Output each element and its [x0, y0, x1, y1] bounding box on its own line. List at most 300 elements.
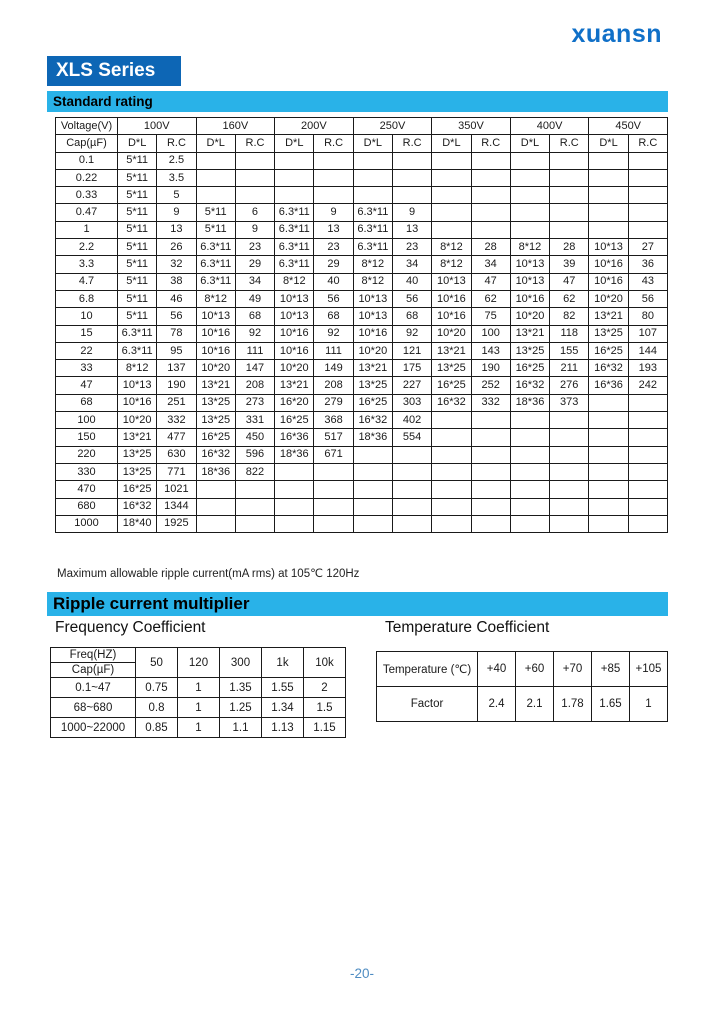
- dl-value-cell: 16*32: [432, 394, 471, 411]
- dl-value-cell: [510, 481, 549, 498]
- rc-value-cell: [550, 152, 589, 169]
- dl-value-cell: [589, 412, 628, 429]
- dl-value-cell: 6.3*11: [196, 239, 235, 256]
- rc-value-cell: 9: [392, 204, 431, 221]
- factor-value-cell: 1: [630, 687, 668, 722]
- dl-value-cell: [589, 446, 628, 463]
- cap-value-cell: 22: [56, 342, 118, 359]
- rc-header-cell: R.C: [471, 135, 510, 152]
- rc-value-cell: 23: [392, 239, 431, 256]
- standard-rating-row: [56, 463, 668, 480]
- freq-coefficient-cell: 1: [178, 718, 220, 738]
- dl-value-cell: [196, 152, 235, 169]
- dl-value-cell: [353, 498, 392, 515]
- dl-value-cell: [275, 498, 314, 515]
- cap-value-cell: 0.1: [56, 152, 118, 169]
- rc-value-cell: 62: [471, 290, 510, 307]
- cap-header-cell: Cap(µF): [56, 135, 118, 152]
- dl-value-cell: 10*13: [353, 290, 392, 307]
- freq-coefficient-cell: 1.55: [262, 678, 304, 698]
- rc-value-cell: [235, 187, 274, 204]
- dl-header-cell: D*L: [118, 135, 157, 152]
- rc-value-cell: [471, 152, 510, 169]
- dl-value-cell: [432, 187, 471, 204]
- dl-value-cell: 16*32: [353, 412, 392, 429]
- freq-hz-header-cell: Freq(HZ): [51, 648, 136, 663]
- dl-value-cell: 10*13: [432, 273, 471, 290]
- freq-coefficient-cell: 2: [304, 678, 346, 698]
- dl-value-cell: 13*21: [196, 377, 235, 394]
- rc-header-cell: R.C: [157, 135, 196, 152]
- dl-value-cell: 16*32: [589, 360, 628, 377]
- standard-rating-table: [55, 117, 668, 533]
- dl-value-cell: 16*32: [118, 498, 157, 515]
- dl-value-cell: [196, 169, 235, 186]
- cap-value-cell: 220: [56, 446, 118, 463]
- dl-value-cell: [589, 463, 628, 480]
- dl-value-cell: 6.3*11: [275, 204, 314, 221]
- rc-value-cell: [628, 221, 667, 238]
- dl-value-cell: [589, 515, 628, 532]
- cap-value-cell: 0.22: [56, 169, 118, 186]
- rc-value-cell: [628, 463, 667, 480]
- rc-value-cell: 56: [314, 290, 353, 307]
- freq-col-header-cell: 10k: [304, 648, 346, 678]
- rc-value-cell: 303: [392, 394, 431, 411]
- rc-value-cell: [628, 187, 667, 204]
- freq-coefficient-cell: 1.25: [220, 698, 262, 718]
- rc-value-cell: 822: [235, 463, 274, 480]
- rc-header-cell: R.C: [235, 135, 274, 152]
- dl-value-cell: [196, 187, 235, 204]
- dl-value-cell: 6.3*11: [118, 342, 157, 359]
- standard-rating-row: [56, 429, 668, 446]
- section-header-ripple-multiplier: Ripple current multiplier: [47, 592, 668, 616]
- rc-value-cell: 121: [392, 342, 431, 359]
- rc-value-cell: [392, 498, 431, 515]
- dl-value-cell: 5*11: [118, 204, 157, 221]
- factor-row: [377, 687, 668, 722]
- dl-value-cell: 8*12: [353, 256, 392, 273]
- cap-value-cell: 4.7: [56, 273, 118, 290]
- rc-value-cell: [235, 169, 274, 186]
- dl-value-cell: [432, 498, 471, 515]
- dl-value-cell: 13*25: [432, 360, 471, 377]
- freq-col-header-cell: 1k: [262, 648, 304, 678]
- voltage-cell: 400V: [510, 118, 589, 135]
- dl-value-cell: 16*32: [510, 377, 549, 394]
- rc-value-cell: 9: [157, 204, 196, 221]
- cap-value-cell: 100: [56, 412, 118, 429]
- freq-coefficient-cell: 1.1: [220, 718, 262, 738]
- rc-header-cell: R.C: [628, 135, 667, 152]
- standard-rating-row: [56, 290, 668, 307]
- rc-value-cell: [628, 446, 667, 463]
- rc-value-cell: 34: [392, 256, 431, 273]
- rc-value-cell: 402: [392, 412, 431, 429]
- rc-value-cell: 373: [550, 394, 589, 411]
- temperature-value-cell: +105: [630, 652, 668, 687]
- rc-value-cell: [628, 515, 667, 532]
- dl-value-cell: 8*12: [353, 273, 392, 290]
- cap-value-cell: 1000: [56, 515, 118, 532]
- dl-value-cell: [510, 187, 549, 204]
- standard-rating-row: [56, 377, 668, 394]
- rc-value-cell: 75: [471, 308, 510, 325]
- rc-value-cell: [471, 221, 510, 238]
- standard-rating-row: [56, 273, 668, 290]
- rc-value-cell: 1925: [157, 515, 196, 532]
- rc-value-cell: 332: [157, 412, 196, 429]
- rc-value-cell: 227: [392, 377, 431, 394]
- dl-value-cell: [510, 515, 549, 532]
- rc-value-cell: [471, 412, 510, 429]
- dl-header-cell: D*L: [353, 135, 392, 152]
- dl-value-cell: 5*11: [118, 308, 157, 325]
- dl-value-cell: [432, 412, 471, 429]
- dl-value-cell: [589, 152, 628, 169]
- freq-coefficient-cell: 1.5: [304, 698, 346, 718]
- rc-value-cell: [392, 481, 431, 498]
- standard-rating-row: [56, 187, 668, 204]
- dl-value-cell: [589, 394, 628, 411]
- standard-rating-row: [56, 394, 668, 411]
- rc-value-cell: [471, 498, 510, 515]
- rc-value-cell: [550, 463, 589, 480]
- rc-value-cell: [550, 204, 589, 221]
- dl-value-cell: 10*16: [196, 342, 235, 359]
- dl-value-cell: 8*12: [275, 273, 314, 290]
- dl-value-cell: 5*11: [118, 187, 157, 204]
- dl-value-cell: 16*36: [275, 429, 314, 446]
- cap-value-cell: 1: [56, 221, 118, 238]
- rc-value-cell: 36: [628, 256, 667, 273]
- rc-value-cell: 137: [157, 360, 196, 377]
- rc-value-cell: [314, 498, 353, 515]
- ripple-current-note: Maximum allowable ripple current(mA rms) at 105℃ 120Hz: [57, 568, 360, 580]
- rc-value-cell: [392, 463, 431, 480]
- freq-coefficient-row: [51, 718, 346, 738]
- rc-value-cell: 39: [550, 256, 589, 273]
- temperature-value-cell: +40: [478, 652, 516, 687]
- dl-value-cell: 18*36: [510, 394, 549, 411]
- voltage-cell: 450V: [589, 118, 668, 135]
- dl-value-cell: [275, 152, 314, 169]
- rc-value-cell: [471, 187, 510, 204]
- dl-value-cell: 10*16: [589, 273, 628, 290]
- dl-value-cell: [589, 204, 628, 221]
- rc-value-cell: 78: [157, 325, 196, 342]
- dl-value-cell: [589, 481, 628, 498]
- freq-coefficient-cell: 1.13: [262, 718, 304, 738]
- rc-value-cell: 211: [550, 360, 589, 377]
- rc-value-cell: [628, 394, 667, 411]
- rc-value-cell: 1344: [157, 498, 196, 515]
- freq-col-header-cell: 300: [220, 648, 262, 678]
- freq-coefficient-cell: 1: [178, 678, 220, 698]
- dl-value-cell: 18*40: [118, 515, 157, 532]
- rc-value-cell: 95: [157, 342, 196, 359]
- dl-value-cell: 8*12: [118, 360, 157, 377]
- rc-value-cell: [471, 429, 510, 446]
- cap-value-cell: 10: [56, 308, 118, 325]
- dl-value-cell: 10*13: [275, 308, 314, 325]
- voltage-cell: 250V: [353, 118, 432, 135]
- rc-value-cell: 29: [235, 256, 274, 273]
- dl-value-cell: 10*16: [432, 308, 471, 325]
- rc-value-cell: 630: [157, 446, 196, 463]
- rc-value-cell: [550, 446, 589, 463]
- rc-header-cell: R.C: [392, 135, 431, 152]
- rc-value-cell: 596: [235, 446, 274, 463]
- dl-value-cell: 5*11: [118, 239, 157, 256]
- dl-value-cell: [275, 187, 314, 204]
- cap-value-cell: 150: [56, 429, 118, 446]
- dl-value-cell: 10*16: [432, 290, 471, 307]
- dl-value-cell: 10*13: [353, 308, 392, 325]
- dl-value-cell: 5*11: [118, 273, 157, 290]
- freq-coefficient-cell: 0.8: [136, 698, 178, 718]
- rc-value-cell: [392, 169, 431, 186]
- dl-value-cell: [510, 498, 549, 515]
- rc-value-cell: 40: [392, 273, 431, 290]
- rc-value-cell: [314, 169, 353, 186]
- dl-value-cell: 6.3*11: [196, 273, 235, 290]
- cap-value-cell: 0.47: [56, 204, 118, 221]
- voltage-header-cell: Voltage(V): [56, 118, 118, 135]
- temperature-value-cell: +85: [592, 652, 630, 687]
- rc-value-cell: [471, 463, 510, 480]
- rc-value-cell: 107: [628, 325, 667, 342]
- dl-value-cell: 16*36: [589, 377, 628, 394]
- dl-header-cell: D*L: [510, 135, 549, 152]
- dl-value-cell: 10*16: [275, 342, 314, 359]
- freq-coefficient-row: [51, 678, 346, 698]
- standard-rating-row: [56, 239, 668, 256]
- dl-value-cell: [510, 412, 549, 429]
- freq-col-header-cell: 50: [136, 648, 178, 678]
- dl-value-cell: 5*11: [196, 221, 235, 238]
- voltage-header-row: [56, 118, 668, 135]
- rc-value-cell: 38: [157, 273, 196, 290]
- dl-value-cell: 16*25: [432, 377, 471, 394]
- dl-value-cell: 10*16: [589, 256, 628, 273]
- cap-range-cell: 0.1~47: [51, 678, 136, 698]
- rc-value-cell: [628, 498, 667, 515]
- dl-value-cell: [196, 481, 235, 498]
- dl-value-cell: 13*21: [353, 360, 392, 377]
- dl-value-cell: 6.3*11: [353, 204, 392, 221]
- dl-value-cell: 6.3*11: [353, 221, 392, 238]
- dl-value-cell: 16*25: [196, 429, 235, 446]
- dl-value-cell: 13*25: [510, 342, 549, 359]
- cap-value-cell: 3.3: [56, 256, 118, 273]
- dl-value-cell: 8*12: [432, 256, 471, 273]
- dl-value-cell: [353, 481, 392, 498]
- rc-value-cell: 276: [550, 377, 589, 394]
- rc-value-cell: 331: [235, 412, 274, 429]
- dl-value-cell: 16*25: [353, 394, 392, 411]
- freq-coefficient-row: [51, 698, 346, 718]
- rc-value-cell: 208: [235, 377, 274, 394]
- dl-value-cell: [432, 446, 471, 463]
- dl-value-cell: [432, 169, 471, 186]
- temperature-coefficient-title: Temperature Coefficient: [385, 619, 550, 636]
- standard-rating-row: [56, 515, 668, 532]
- dl-value-cell: 8*12: [432, 239, 471, 256]
- dl-value-cell: [275, 515, 314, 532]
- rc-value-cell: 29: [314, 256, 353, 273]
- dl-value-cell: 6.3*11: [196, 256, 235, 273]
- rc-value-cell: [550, 221, 589, 238]
- rc-value-cell: [314, 463, 353, 480]
- freq-coefficient-cell: 0.75: [136, 678, 178, 698]
- standard-rating-row: [56, 204, 668, 221]
- series-title: XLS Series: [47, 56, 181, 86]
- dl-value-cell: 10*20: [589, 290, 628, 307]
- rc-value-cell: [628, 152, 667, 169]
- rc-value-cell: 155: [550, 342, 589, 359]
- rc-value-cell: 554: [392, 429, 431, 446]
- dl-value-cell: [510, 446, 549, 463]
- dl-value-cell: 5*11: [118, 152, 157, 169]
- rc-value-cell: [550, 187, 589, 204]
- dl-value-cell: 10*16: [196, 325, 235, 342]
- rc-value-cell: 43: [628, 273, 667, 290]
- rc-value-cell: [235, 481, 274, 498]
- voltage-cell: 100V: [118, 118, 197, 135]
- voltage-cell: 200V: [275, 118, 354, 135]
- dl-value-cell: [589, 221, 628, 238]
- dl-value-cell: [432, 515, 471, 532]
- dl-value-cell: 16*25: [510, 360, 549, 377]
- rc-value-cell: [235, 515, 274, 532]
- standard-rating-row: [56, 256, 668, 273]
- rc-value-cell: 23: [314, 239, 353, 256]
- dl-value-cell: [275, 481, 314, 498]
- dl-value-cell: 10*16: [353, 325, 392, 342]
- rc-value-cell: 111: [235, 342, 274, 359]
- dl-header-cell: D*L: [275, 135, 314, 152]
- dl-value-cell: 10*20: [196, 360, 235, 377]
- dl-value-cell: [196, 515, 235, 532]
- rc-value-cell: 252: [471, 377, 510, 394]
- rc-value-cell: 9: [235, 221, 274, 238]
- rc-value-cell: 193: [628, 360, 667, 377]
- dl-value-cell: 16*25: [589, 342, 628, 359]
- freq-coefficient-cell: 1.35: [220, 678, 262, 698]
- factor-value-cell: 1.78: [554, 687, 592, 722]
- rc-value-cell: 56: [392, 290, 431, 307]
- freq-coefficient-cell: 1.34: [262, 698, 304, 718]
- rc-value-cell: 3.5: [157, 169, 196, 186]
- frequency-coefficient-title: Frequency Coefficient: [55, 619, 206, 636]
- dl-value-cell: [196, 498, 235, 515]
- rc-value-cell: 517: [314, 429, 353, 446]
- dl-value-cell: 10*20: [275, 360, 314, 377]
- rc-value-cell: 143: [471, 342, 510, 359]
- dl-value-cell: [353, 187, 392, 204]
- dl-value-cell: 5*11: [118, 290, 157, 307]
- rc-value-cell: [628, 429, 667, 446]
- rc-value-cell: 450: [235, 429, 274, 446]
- cap-value-cell: 68: [56, 394, 118, 411]
- rc-value-cell: 46: [157, 290, 196, 307]
- rc-value-cell: 47: [550, 273, 589, 290]
- cap-value-cell: 47: [56, 377, 118, 394]
- dl-value-cell: 10*13: [196, 308, 235, 325]
- dl-value-cell: 13*25: [118, 446, 157, 463]
- rc-value-cell: 56: [628, 290, 667, 307]
- rc-value-cell: [314, 152, 353, 169]
- freq-col-header-cell: 120: [178, 648, 220, 678]
- temperature-value-cell: +60: [516, 652, 554, 687]
- rc-value-cell: 13: [314, 221, 353, 238]
- dl-value-cell: 10*13: [118, 377, 157, 394]
- rc-value-cell: 5: [157, 187, 196, 204]
- rc-value-cell: 56: [157, 308, 196, 325]
- dl-value-cell: [432, 481, 471, 498]
- dl-value-cell: [510, 152, 549, 169]
- rc-value-cell: [235, 152, 274, 169]
- dl-value-cell: [353, 152, 392, 169]
- dl-value-cell: [275, 169, 314, 186]
- rc-value-cell: 190: [157, 377, 196, 394]
- rc-value-cell: 368: [314, 412, 353, 429]
- rc-value-cell: 80: [628, 308, 667, 325]
- standard-rating-row: [56, 481, 668, 498]
- rc-value-cell: 771: [157, 463, 196, 480]
- dl-value-cell: 13*25: [196, 412, 235, 429]
- rc-value-cell: 13: [157, 221, 196, 238]
- dl-value-cell: [353, 515, 392, 532]
- dl-value-cell: [589, 429, 628, 446]
- rc-value-cell: 251: [157, 394, 196, 411]
- rc-value-cell: [550, 515, 589, 532]
- standard-rating-row: [56, 498, 668, 515]
- rc-value-cell: [471, 446, 510, 463]
- rc-value-cell: 9: [314, 204, 353, 221]
- cap-range-cell: 68~680: [51, 698, 136, 718]
- dl-value-cell: 5*11: [118, 221, 157, 238]
- dl-value-cell: [510, 169, 549, 186]
- rc-value-cell: 144: [628, 342, 667, 359]
- rc-value-cell: [628, 169, 667, 186]
- rc-value-cell: 82: [550, 308, 589, 325]
- dl-value-cell: 16*20: [275, 394, 314, 411]
- rc-value-cell: 111: [314, 342, 353, 359]
- dl-value-cell: 13*25: [353, 377, 392, 394]
- cap-value-cell: 33: [56, 360, 118, 377]
- rc-value-cell: [392, 446, 431, 463]
- section-header-standard-rating: Standard rating: [47, 91, 668, 112]
- rc-value-cell: [550, 498, 589, 515]
- rc-value-cell: 28: [550, 239, 589, 256]
- dl-value-cell: 18*36: [275, 446, 314, 463]
- dl-value-cell: 13*21: [432, 342, 471, 359]
- dl-value-cell: 13*25: [118, 463, 157, 480]
- temperature-header-cell: Temperature (℃): [377, 652, 478, 687]
- rc-value-cell: 149: [314, 360, 353, 377]
- dl-value-cell: 13*25: [589, 325, 628, 342]
- dl-value-cell: 10*20: [432, 325, 471, 342]
- rc-value-cell: 32: [157, 256, 196, 273]
- dl-value-cell: [432, 463, 471, 480]
- rc-value-cell: 242: [628, 377, 667, 394]
- standard-rating-row: [56, 221, 668, 238]
- rc-value-cell: 40: [314, 273, 353, 290]
- factor-value-cell: 1.65: [592, 687, 630, 722]
